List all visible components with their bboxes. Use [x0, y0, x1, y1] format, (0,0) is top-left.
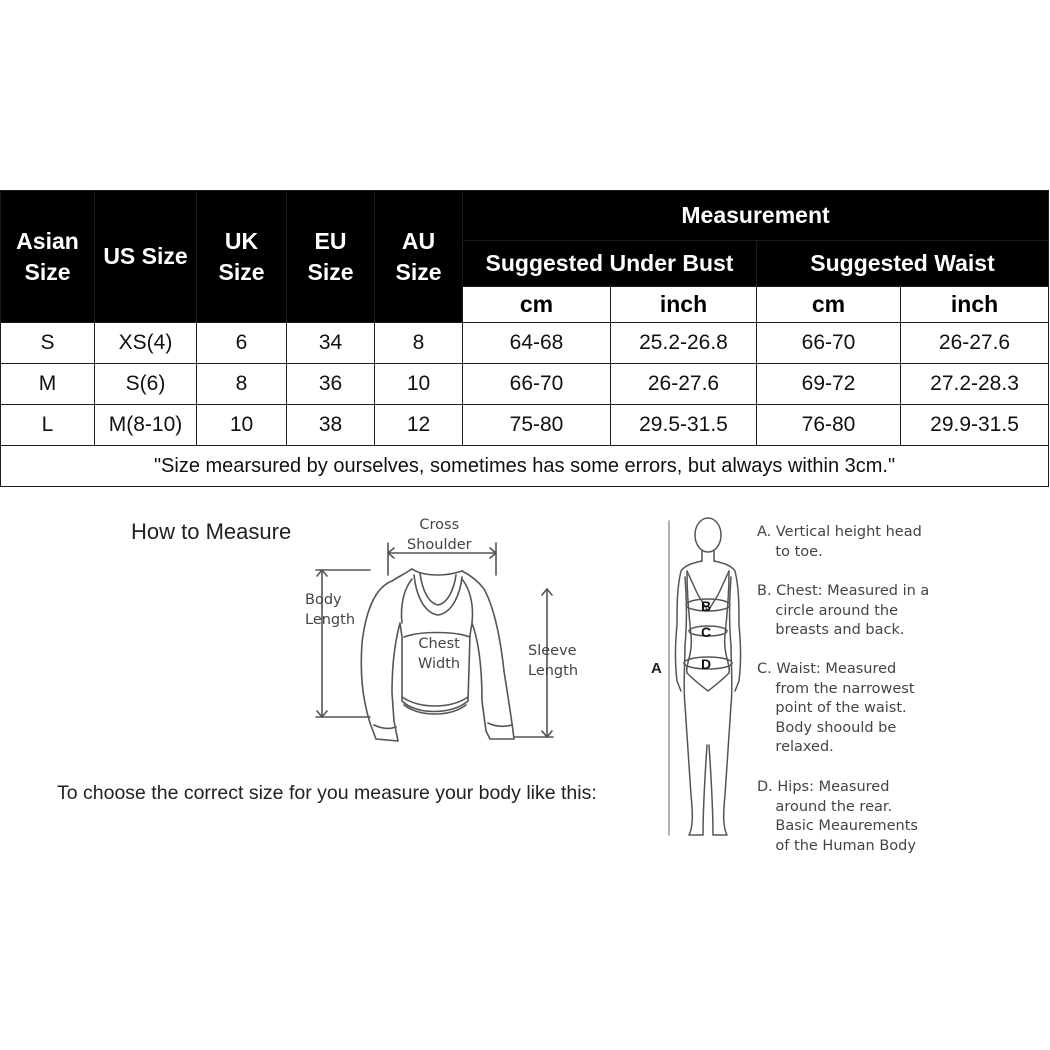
cell-au: 10	[375, 364, 463, 405]
note-d: D. Hips: Measured around the rear. Basic Meaurements of the Human Body	[757, 779, 918, 854]
header-eu-size: EU Size	[287, 191, 375, 323]
cell-bust-inch: 25.2-26.8	[611, 323, 757, 364]
cell-bust-inch: 29.5-31.5	[611, 405, 757, 446]
measure-instruction: To choose the correct size for you measure your body like this:	[57, 782, 597, 804]
cell-us: XS(4)	[95, 323, 197, 364]
head-outline	[695, 518, 721, 552]
cell-asian: M	[1, 364, 95, 405]
cell-eu: 36	[287, 364, 375, 405]
label-chest-width: Chest Width	[418, 636, 461, 672]
cell-waist-cm: 69-72	[757, 364, 901, 405]
header-unit-cm: cm	[757, 287, 901, 323]
size-chart-table	[0, 190, 1049, 487]
marker-b: B	[701, 598, 712, 614]
marker-a: A	[651, 660, 662, 677]
cell-asian: S	[1, 323, 95, 364]
cell-eu: 34	[287, 323, 375, 364]
table-row	[1, 405, 1049, 446]
cell-us: M(8-10)	[95, 405, 197, 446]
cell-au: 8	[375, 323, 463, 364]
note-b: B. Chest: Measured in a circle around the breasts and back.	[757, 583, 930, 638]
cell-uk: 8	[197, 364, 287, 405]
header-waist: Suggested Waist	[757, 241, 1049, 287]
header-us-size: US Size	[95, 191, 197, 323]
cell-bust-cm: 75-80	[463, 405, 611, 446]
note-c: C. Waist: Measured from the narrowest point of the waist. Body shoould be relaxed.	[757, 661, 915, 755]
header-measurement: Measurement	[463, 191, 1049, 241]
header-unit-cm: cm	[463, 287, 611, 323]
cell-waist-inch: 29.9-31.5	[901, 405, 1049, 446]
cell-bust-cm: 64-68	[463, 323, 611, 364]
label-cross-shoulder: Cross Shoulder	[407, 517, 472, 553]
cell-au: 12	[375, 405, 463, 446]
header-asian-size: Asian Size	[1, 191, 95, 323]
marker-d: D	[701, 656, 712, 672]
header-under-bust: Suggested Under Bust	[463, 241, 757, 287]
cell-waist-inch: 27.2-28.3	[901, 364, 1049, 405]
label-sleeve-length: Sleeve Length	[528, 643, 579, 679]
cell-uk: 10	[197, 405, 287, 446]
label-body-length: Body Length	[305, 592, 356, 628]
how-to-measure-title: How to Measure	[131, 519, 292, 544]
header-unit-inch: inch	[611, 287, 757, 323]
cell-uk: 6	[197, 323, 287, 364]
table-row	[1, 323, 1049, 364]
cell-waist-inch: 26-27.6	[901, 323, 1049, 364]
header-au-size: AU Size	[375, 191, 463, 323]
cell-asian: L	[1, 405, 95, 446]
marker-c: C	[701, 624, 712, 640]
header-uk-size: UK Size	[197, 191, 287, 323]
table-note: "Size mearsured by ourselves, sometimes has some errors, but always within 3cm."	[1, 446, 1049, 487]
cell-waist-cm: 66-70	[757, 323, 901, 364]
header-unit-inch: inch	[901, 287, 1049, 323]
note-a: A. Vertical height head to toe.	[757, 524, 922, 560]
cell-us: S(6)	[95, 364, 197, 405]
cell-bust-cm: 66-70	[463, 364, 611, 405]
cell-eu: 38	[287, 405, 375, 446]
body-figure-diagram	[663, 515, 753, 845]
cell-bust-inch: 26-27.6	[611, 364, 757, 405]
cell-waist-cm: 76-80	[757, 405, 901, 446]
table-row	[1, 364, 1049, 405]
